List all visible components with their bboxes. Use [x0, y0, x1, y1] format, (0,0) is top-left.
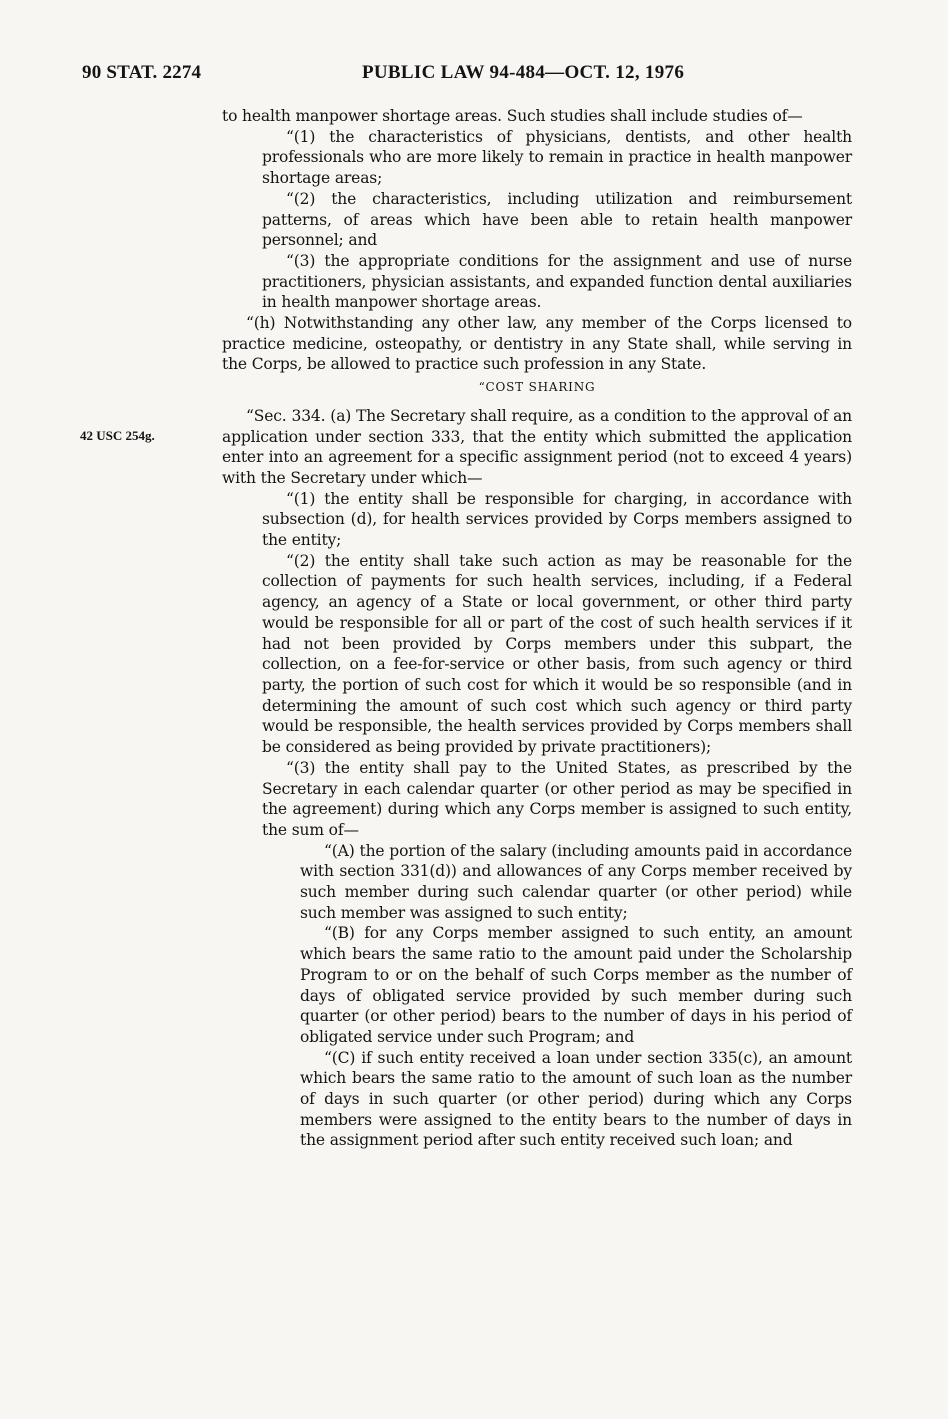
- sub-list-item: “(A) the portion of the salary (including amounts paid in accordance with section 331(d)) and allowances of any Corps member received by such member during such calendar quarter (or other period) while such member was assigned to such entity;: [300, 841, 852, 922]
- section-334-paragraph: “Sec. 334. (a) The Secretary shall require, as a condition to the approval of an application under section 333, that the entity which submitted the application enter into an agreement for a specific assignment period (not to exceed 4 years) with the Secretary under which—: [222, 406, 852, 487]
- sub-list-item: “(C) if such entity received a loan under section 335(c), an amount which bears the same ratio to the amount of such loan as the number of days in such quarter (or other period) during which any Corps members were assigned to the entity bears to the number of days in the assignment period after such entity received such loan; and: [300, 1048, 852, 1150]
- list-item: “(1) the characteristics of physicians, dentists, and other health professionals who are more likely to remain in practice in health manpower shortage areas;: [262, 127, 852, 188]
- sub-list-item: “(B) for any Corps member assigned to such entity, an amount which bears the same ratio to the amount paid under the Scholarship Program to or on the behalf of such Corps member as the number of days of obligated service provided by such member during such quarter (or other period) bears to the number of days in his period of obligated service under such Program; and: [300, 924, 852, 1046]
- list-item: “(2) the entity shall take such action as may be reasonable for the collection of payments for such health services, including, if a Federal agency, an agency of a State or local government, or other third party would be responsible for all or part of the cost of such health services if it had not been provided by Corps members under this subpart, the collection, on a fee-for-service or other basis, from such agency or third party, the portion of such cost for which it would be so responsible (and in determining the amount of such cost which such agency or third party would be responsible, the health services provided by Corps members shall be considered as being provided by private practitioners);: [262, 551, 852, 757]
- page-header-title: PUBLIC LAW 94-484—OCT. 12, 1976: [362, 62, 685, 83]
- intro-paragraph: to health manpower shortage areas. Such studies shall include studies of—: [222, 107, 803, 125]
- margin-citation: 42 USC 254g.: [80, 428, 155, 443]
- section-heading: “COST SHARING: [478, 380, 596, 395]
- list-item: “(3) the entity shall pay to the United States, as prescribed by the Secretary in each calendar quarter (or other period as may be specified in the agreement) during which any Corps member is assigned to such entity, the sum of—: [262, 758, 852, 839]
- subsection-h: “(h) Notwithstanding any other law, any member of the Corps licensed to practice medicine, osteopathy, or dentistry in any State shall, while serving in the Corps, be allowed to practice such profession in any State.: [222, 314, 852, 374]
- list-item: “(3) the appropriate conditions for the assignment and use of nurse practitioners, physician assistants, and expanded function dental auxiliaries in health manpower shortage areas.: [262, 251, 852, 312]
- list-item: “(2) the characteristics, including utilization and reimbursement patterns, of areas which have been able to retain health manpower personnel; and: [262, 189, 852, 250]
- document-body: [222, 106, 852, 1151]
- page-reference: 90 STAT. 2274: [82, 62, 202, 83]
- list-item: “(1) the entity shall be responsible for charging, in accordance with subsection (d), for health services provided by Corps members assigned to the entity;: [262, 489, 852, 550]
